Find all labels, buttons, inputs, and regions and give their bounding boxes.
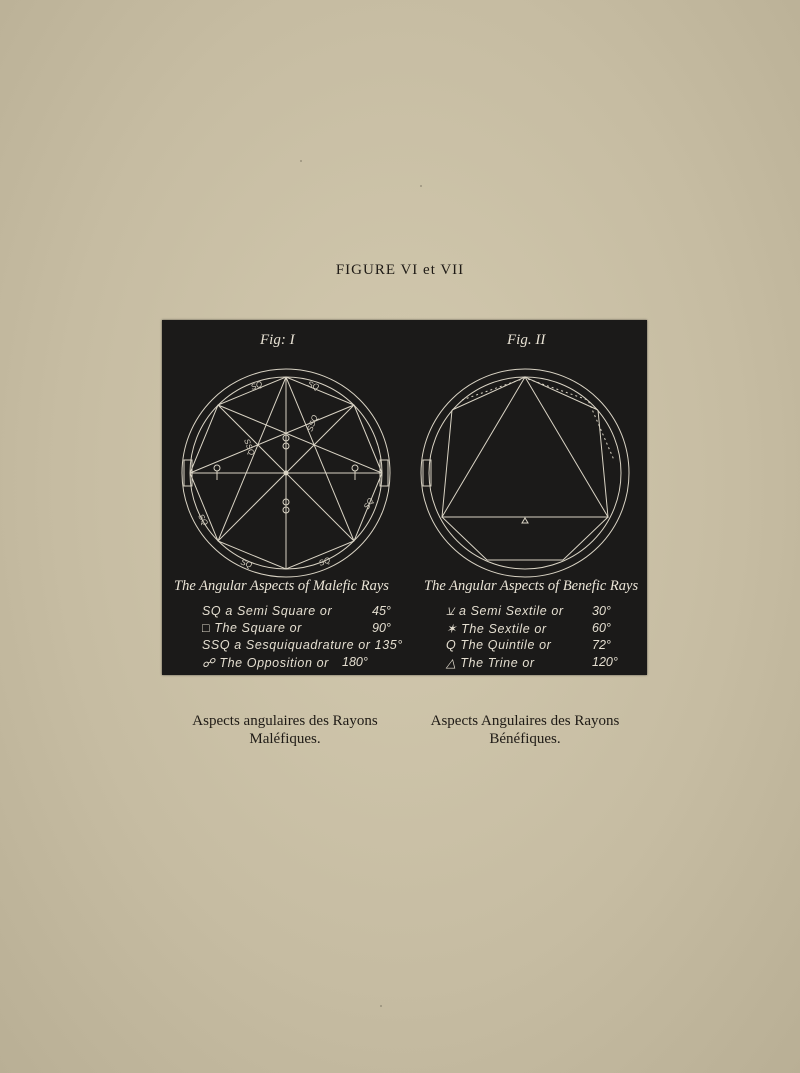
malefic-legend-opposition-value: 180° <box>342 655 368 669</box>
paper-speck <box>300 160 302 162</box>
svg-text:SQ: SQ <box>249 379 264 392</box>
paper-speck <box>420 185 422 187</box>
svg-text:SQ: SQ <box>317 555 332 568</box>
svg-text:SQ: SQ <box>239 557 254 570</box>
caption-malefic-line1: Aspects angulaires des Rayons <box>192 713 378 729</box>
malefic-aspect-circle <box>182 369 390 577</box>
malefic-legend-square-value: 90° <box>372 621 391 635</box>
benefic-aspect-circle <box>421 369 629 577</box>
page-title: FIGURE VI et VII <box>335 262 465 278</box>
malefic-legend-sesquiquadrature: SSQ a Sesquiquadrature or 135° <box>202 638 403 652</box>
benefic-legend-semi-sextile-value: 30° <box>592 604 611 618</box>
svg-text:SQ: SQ <box>361 496 376 511</box>
benefic-legend-semi-sextile: ⚺ a Semi Sextile or <box>446 604 564 618</box>
malefic-legend-semi-square: SQ a Semi Square or <box>202 604 333 618</box>
benefic-legend-sextile-value: 60° <box>592 621 611 635</box>
benefic-legend-trine: △ The Trine or <box>446 656 535 670</box>
caption-benefic <box>410 712 640 748</box>
paper-speck <box>380 1005 382 1007</box>
svg-text:SSQ: SSQ <box>305 413 320 433</box>
svg-text:SSQ: SSQ <box>242 437 257 457</box>
malefic-heading: The Angular Aspects of Malefic Rays <box>174 578 389 594</box>
caption-malefic <box>170 712 400 748</box>
caption-benefic-line1: Aspects Angulaires des Rayons <box>430 713 620 729</box>
engraved-plate <box>162 320 647 675</box>
fig-two-label: Fig. II <box>507 332 546 348</box>
caption-malefic-line2: Maléfiques. <box>249 731 321 747</box>
benefic-legend-quintile: Q The Quintile or <box>446 638 552 652</box>
fig-one-label: Fig: I <box>260 332 295 348</box>
benefic-legend-quintile-value: 72° <box>592 638 611 652</box>
malefic-legend-opposition: ☍ The Opposition or <box>202 656 329 670</box>
svg-text:SQ: SQ <box>196 512 210 528</box>
malefic-legend-semi-square-value: 45° <box>372 604 391 618</box>
malefic-legend-square: □ The Square or <box>202 621 302 635</box>
benefic-legend-sextile: ✶ The Sextile or <box>446 622 547 636</box>
svg-text:SQ: SQ <box>306 379 321 392</box>
benefic-heading: The Angular Aspects of Benefic Rays <box>424 578 639 594</box>
benefic-legend-trine-value: 120° <box>592 655 618 669</box>
caption-benefic-line2: Bénéfiques. <box>489 731 561 747</box>
